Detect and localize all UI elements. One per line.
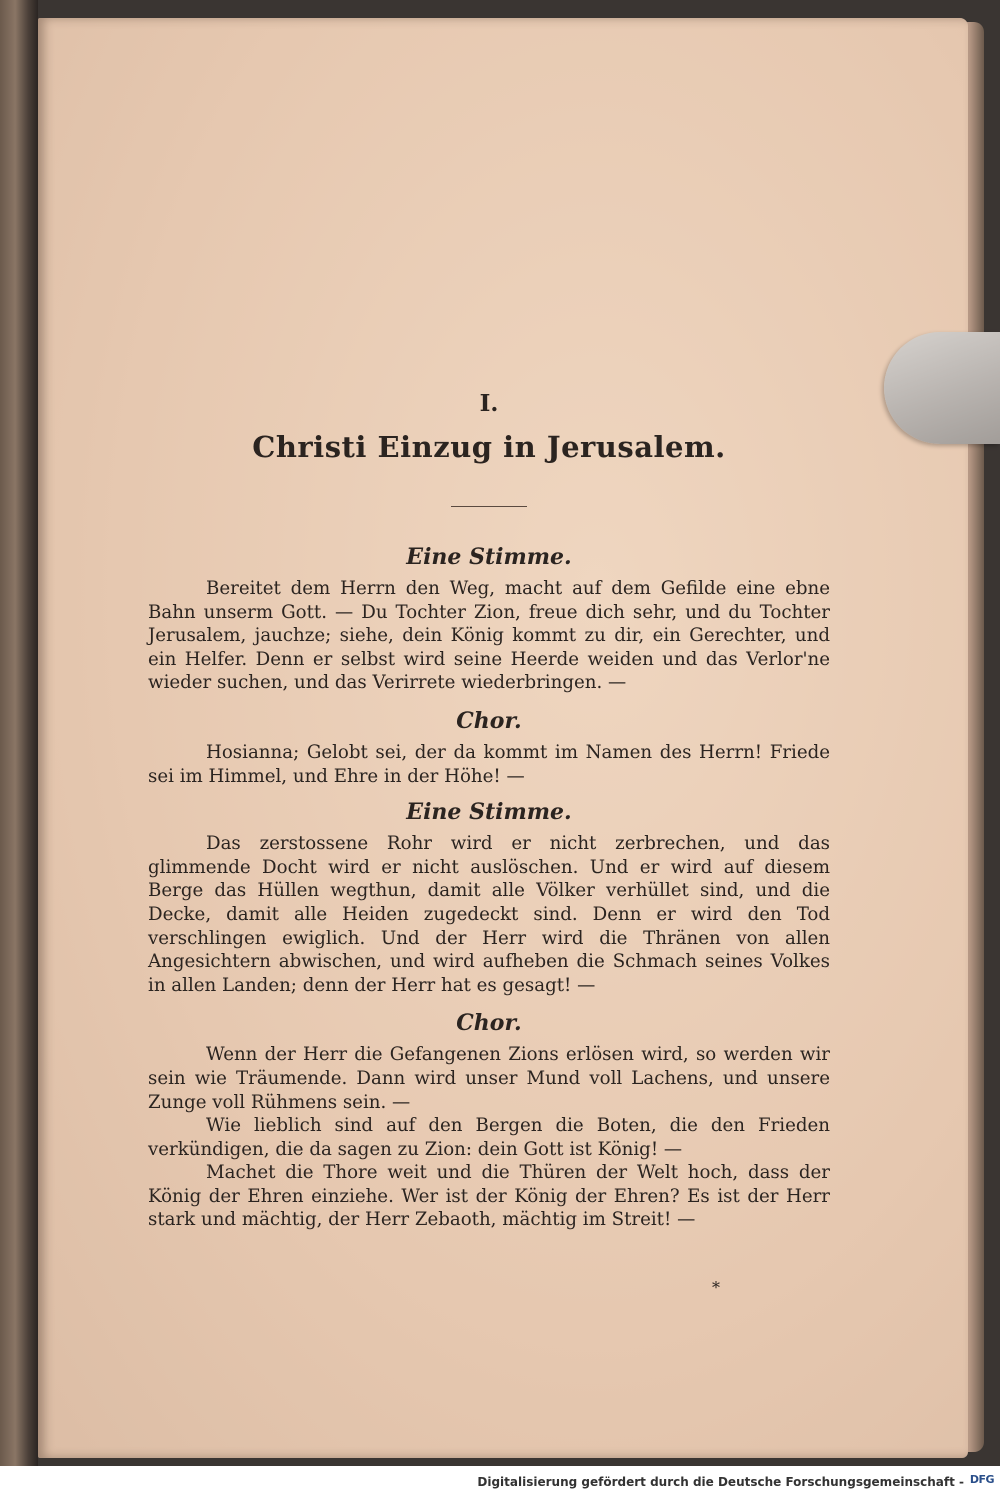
paragraph: Das zerstossene Rohr wird er nicht zerbrechen, und das glimmende Docht wird er nicht auslöschen. Und er wird auf diesem Berge das Hüllen wegthun, damit alle Völker verhüllet sind, und die Decke, damit alle Heiden zugedeckt sind. Denn er wird den Tod verschlingen ewiglich. Und der Herr wird die Thränen von allen Angesichtern abwischen, und wird aufheben die Schmach seines Volkes in allen Landen; denn der Herr hat es gesagt! — [148,833,830,996]
paragraph: Machet die Thore weit und die Thüren der Welt hoch, dass der König der Ehren einziehe. Wer ist der König der Ehren? Es ist der Herr stark und mächtig, der Herr Zebaoth, mächtig im Streit! — [148,1162,830,1231]
paragraph: Wie lieblich sind auf den Bergen die Boten, die den Frieden verkündigen, die da sagen zu Zion: dein Gott ist König! — [148,1115,830,1160]
digitization-credit: Digitalisierung gefördert durch die Deutsche Forschungsgemeinschaft - [477,1475,964,1489]
title-divider [451,506,527,507]
section-heading: Eine Stimme. [406,544,572,570]
signature-mark: * [712,1278,720,1297]
dfg-logo: DFG [969,1473,994,1486]
book-spine [0,0,38,1466]
section-number: I. [479,390,499,417]
paragraph: Wenn der Herr die Gefangenen Zions erlösen wird, so werden wir sein wie Träumende. Dann wird unser Mund voll Lachens, und unsere Zunge voll Rühmens sein. — [148,1044,830,1113]
section-heading: Eine Stimme. [406,799,572,826]
section-heading: Chor. [456,1010,522,1037]
paragraph: Bereitet dem Herrn den Weg, macht auf dem Gefilde eine ebne Bahn unserm Gott. — Du Tochter Zion, freue dich sehr, und du Tochter Jerusalem, jauchze; siehe, dein König kommt zu dir, ein Gerechter, und ein Helfer. Denn er selbst wird seine Heerde weiden und das Verlor'ne wieder suchen, und das Verirrete wiederbringen. — [148,578,830,694]
page-title: Christi Einzug in Jerusalem. [252,430,726,464]
section-heading: Chor. [456,707,522,734]
bookmark-tab [884,332,1000,444]
paragraph: Hosianna; Gelobt sei, der da kommt im Namen des Herrn! Friede sei im Himmel, und Ehre in der Höhe! — [148,741,830,787]
page-content [148,390,830,1232]
